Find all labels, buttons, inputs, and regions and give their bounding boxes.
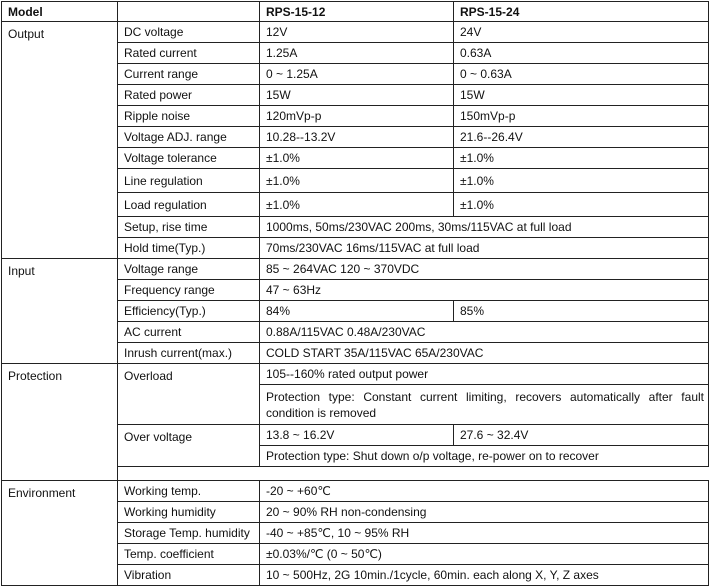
section-output: Output [2,22,118,259]
header-row [2,2,709,22]
cell-value: -40 ~ +85℃, 10 ~ 95% RH [260,523,709,544]
row-label: Inrush current(max.) [118,343,260,364]
cell-value: ±1.0% [260,169,454,193]
row-label: Voltage ADJ. range [118,127,260,148]
header-blank [118,2,260,22]
protection-type-note: Protection type: Shut down o/p voltage, re-power on to recover [260,446,709,467]
row-label: Hold time(Typ.) [118,238,260,259]
cell-value: 105--160% rated output power [260,364,709,385]
cell-value: 0 ~ 1.25A [260,64,454,85]
row-label: Rated power [118,85,260,106]
cell-value: 1000ms, 50ms/230VAC 200ms, 30ms/115VAC at full load [260,217,709,238]
row-label: Working temp. [118,481,260,502]
cell-value: ±1.0% [454,193,709,217]
cell-value: 0 ~ 0.63A [454,64,709,85]
cell-value: 27.6 ~ 32.4V [454,425,709,446]
row-label: AC current [118,322,260,343]
row-label: Temp. coefficient [118,544,260,565]
row-label: Line regulation [118,169,260,193]
cell-value: ±0.03%/℃ (0 ~ 50℃) [260,544,709,565]
cell-value: 0.63A [454,43,709,64]
row-label: Ripple noise [118,106,260,127]
cell-value: 10 ~ 500Hz, 2G 10min./1cycle, 60min. each along X, Y, Z axes [260,565,709,586]
header-model: Model [2,2,118,22]
row-label: Load regulation [118,193,260,217]
section-protection: Protection [2,364,118,481]
table-row [2,22,709,43]
row-label: Setup, rise time [118,217,260,238]
cell-value: 0.88A/115VAC 0.48A/230VAC [260,322,709,343]
cell-value: -20 ~ +60℃ [260,481,709,502]
section-environment: Environment [2,481,118,586]
row-label: Voltage range [118,259,260,280]
cell-value: 84% [260,301,454,322]
cell-value: 15W [454,85,709,106]
row-label: Current range [118,64,260,85]
row-label: Overload [118,364,260,425]
cell-value: ±1.0% [260,148,454,169]
table-row [2,259,709,280]
row-label: Frequency range [118,280,260,301]
cell-value: 21.6--26.4V [454,127,709,148]
row-label: Over voltage [118,425,260,467]
row-label: Rated current [118,43,260,64]
row-label: DC voltage [118,22,260,43]
protection-type-note: Protection type: Constant current limiting, recovers automatically after fault condition is removed [260,385,709,425]
cell-value: 47 ~ 63Hz [260,280,709,301]
cell-value: COLD START 35A/115VAC 65A/230VAC [260,343,709,364]
cell-value: 150mVp-p [454,106,709,127]
spec-table [1,1,709,586]
cell-value: 15W [260,85,454,106]
table-row [2,364,709,385]
header-model-a: RPS-15-12 [260,2,454,22]
cell-value: 70ms/230VAC 16ms/115VAC at full load [260,238,709,259]
cell-value: 85 ~ 264VAC 120 ~ 370VDC [260,259,709,280]
cell-value: 120mVp-p [260,106,454,127]
header-model-b: RPS-15-24 [454,2,709,22]
cell-value: ±1.0% [454,169,709,193]
cell-value: 20 ~ 90% RH non-condensing [260,502,709,523]
cell-value: 13.8 ~ 16.2V [260,425,454,446]
section-input: Input [2,259,118,364]
row-label: Storage Temp. humidity [118,523,260,544]
cell-value: ±1.0% [260,193,454,217]
row-label: Voltage tolerance [118,148,260,169]
cell-value: ±1.0% [454,148,709,169]
cell-value: 10.28--13.2V [260,127,454,148]
row-label: Working humidity [118,502,260,523]
row-label: Efficiency(Typ.) [118,301,260,322]
cell-value: 85% [454,301,709,322]
cell-value: 1.25A [260,43,454,64]
cell-value: 12V [260,22,454,43]
cell-value: 24V [454,22,709,43]
row-label: Vibration [118,565,260,586]
table-row [2,481,709,502]
